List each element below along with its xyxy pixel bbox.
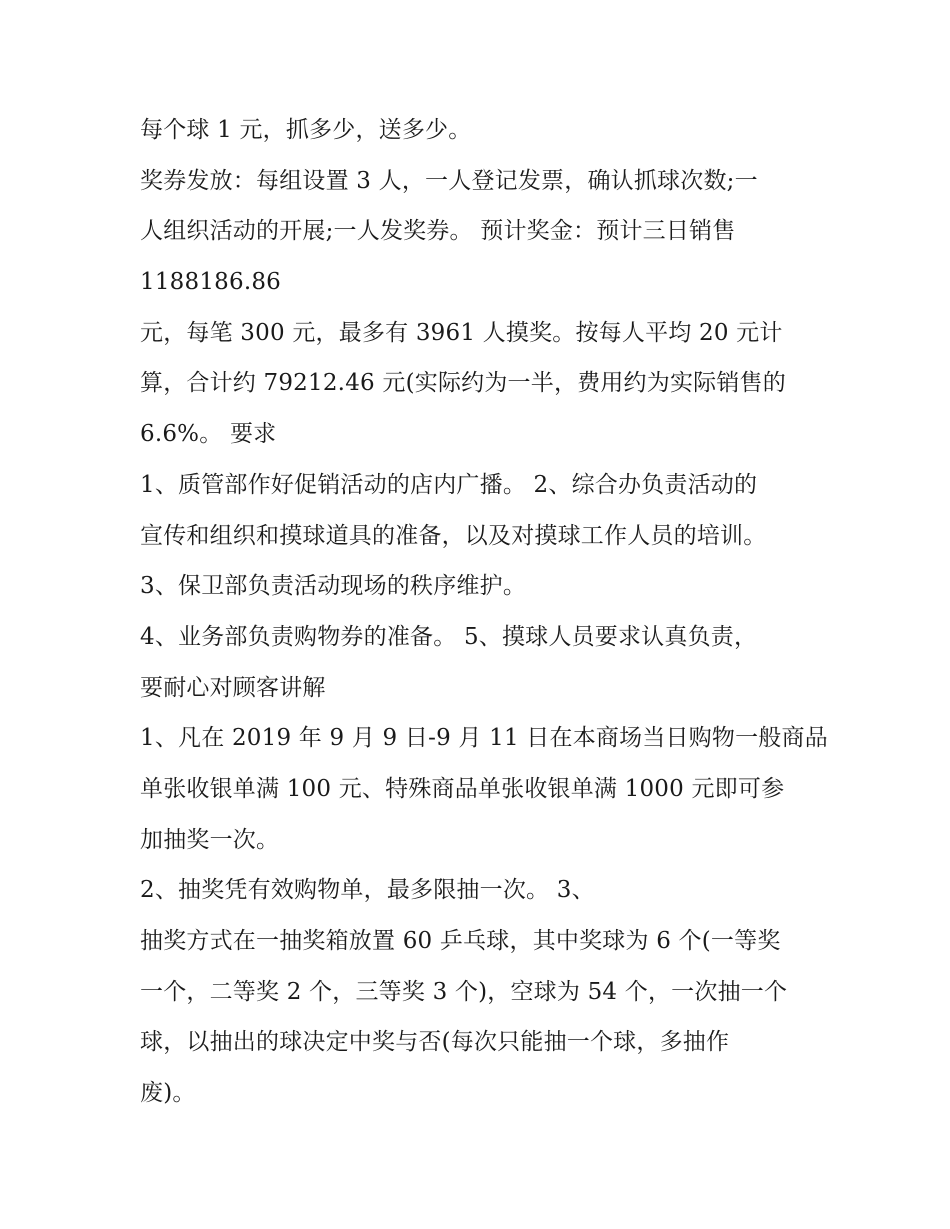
document-body: [140, 105, 828, 1119]
text-line: 6.6%。 要求: [140, 421, 277, 448]
text-line: 2、抽奖凭有效购物单，最多限抽一次。 3、: [140, 877, 595, 904]
text-line: 奖券发放：每组设置 3 人，一人登记发票，确认抓球次数;一: [140, 167, 758, 194]
text-line: 算，合计约 79212.46 元(实际约为一半，费用约为实际销售的: [140, 370, 786, 397]
text-line: 4、业务部负责购物券的准备。 5、摸球人员要求认真负责，: [140, 623, 758, 650]
text-line: 抽奖方式在一抽奖箱放置 60 乒乓球，其中奖球为 6 个(一等奖: [140, 928, 781, 954]
text-line: 单张收银单满 100 元、特殊商品单张收银单满 1000 元即可参: [140, 775, 785, 802]
text-line: 球，以抽出的球决定中奖与否(每次只能抽一个球，多抽作: [140, 1029, 730, 1056]
text-line: 一个，二等奖 2 个，三等奖 3 个)，空球为 54 个，一次抽一个: [140, 978, 788, 1005]
text-line: 废)。: [140, 1080, 196, 1107]
text-line: 宣传和组织和摸球道具的准备，以及对摸球工作人员的培训。: [140, 522, 767, 549]
text-line: 加抽奖一次。: [140, 826, 280, 853]
text-line: 1188186.86: [140, 269, 282, 296]
text-line: 1、质管部作好促销活动的店内广播。 2、综合办负责活动的: [140, 471, 758, 498]
text-line: 要耐心对顾客讲解: [140, 674, 326, 701]
text-line: 元，每笔 300 元，最多有 3961 人摸奖。按每人平均 20 元计: [140, 319, 783, 346]
text-line: 3、保卫部负责活动现场的秩序维护。: [140, 573, 527, 600]
text-line: 1、凡在 2019 年 9 月 9 日-9 月 11 日在本商场当日购物一般商品: [140, 725, 828, 752]
text-line: 人组织活动的开展;一人发奖券。 预计奖金：预计三日销售: [140, 218, 736, 245]
text-line: 每个球 1 元，抓多少，送多少。: [140, 117, 472, 143]
